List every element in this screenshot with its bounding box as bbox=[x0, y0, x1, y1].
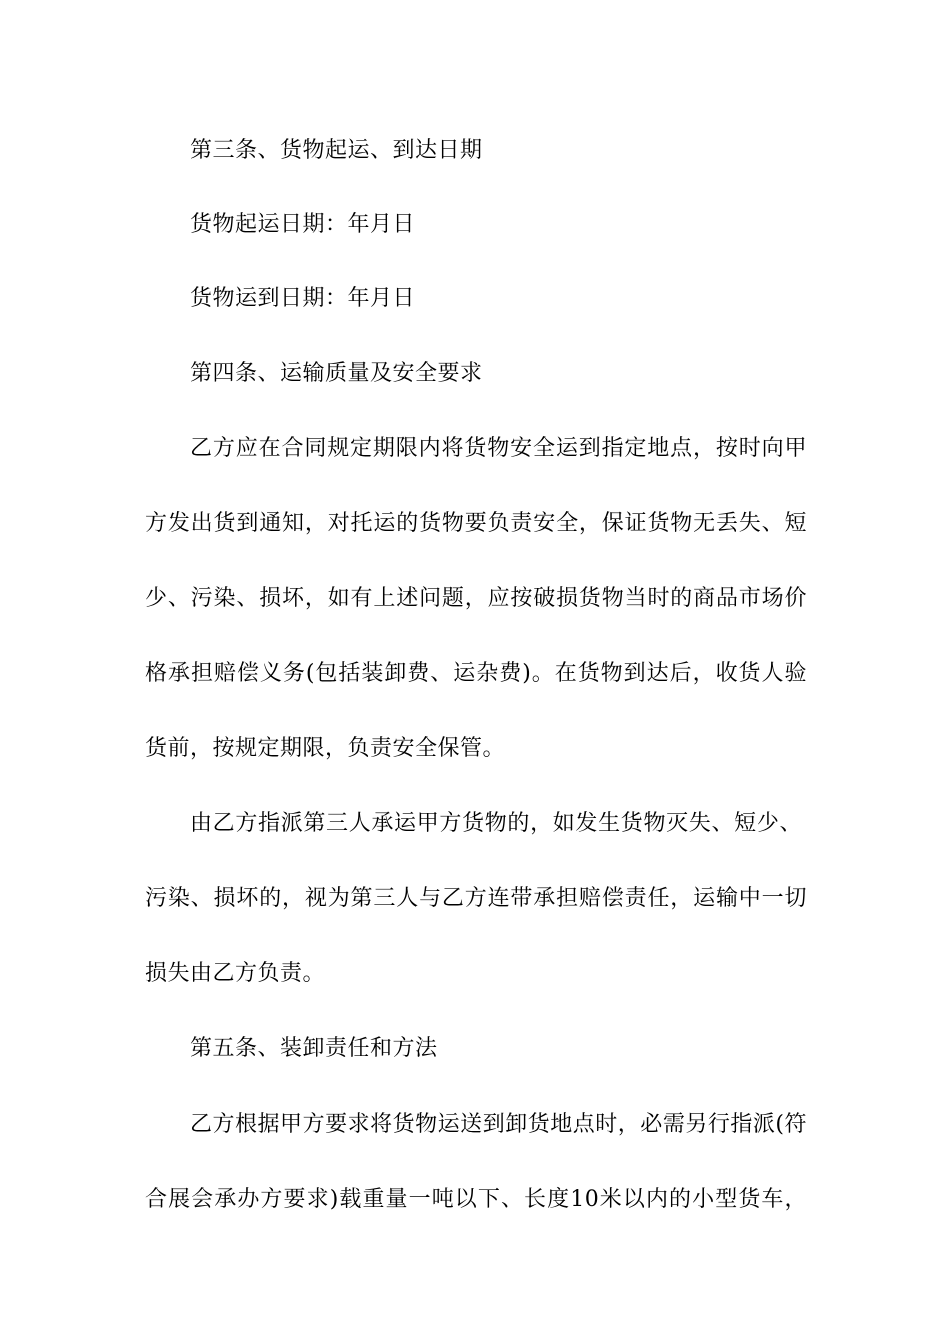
article-4-heading: 第四条、运输质量及安全要求 bbox=[190, 361, 483, 386]
paragraph-line: 货前，按规定期限，负责安全保管。 bbox=[145, 736, 506, 761]
paragraph-line: 污染、损坏的，视为第三人与乙方连带承担赔偿责任，运输中一切 bbox=[145, 886, 807, 911]
paragraph-line: 合展会承办方要求)载重量一吨以下、长度10米以内的小型货车， bbox=[145, 1187, 807, 1212]
article-5-heading: 第五条、装卸责任和方法 bbox=[190, 1036, 438, 1061]
paragraph-line: 由乙方指派第三人承运甲方货物的，如发生货物灭失、短少、 bbox=[190, 811, 802, 836]
paragraph-line: 乙方应在合同规定期限内将货物安全运到指定地点，按时向甲 bbox=[190, 436, 807, 461]
paragraph-line: 少、污染、损坏，如有上述问题，应按破损货物当时的商品市场价 bbox=[145, 586, 807, 611]
arrival-date-line: 货物运到日期：年月日 bbox=[190, 286, 416, 311]
paragraph-line: 方发出货到通知，对托运的货物要负责安全，保证货物无丢失、短 bbox=[145, 511, 807, 536]
paragraph-line: 损失由乙方负责。 bbox=[145, 961, 326, 986]
departure-date-line: 货物起运日期：年月日 bbox=[190, 212, 416, 237]
paragraph-line: 格承担赔偿义务(包括装卸费、运杂费)。在货物到达后，收货人验 bbox=[145, 661, 807, 686]
article-3-heading: 第三条、货物起运、到达日期 bbox=[190, 138, 483, 163]
paragraph-line: 乙方根据甲方要求将货物运送到卸货地点时，必需另行指派(符 bbox=[190, 1112, 807, 1137]
